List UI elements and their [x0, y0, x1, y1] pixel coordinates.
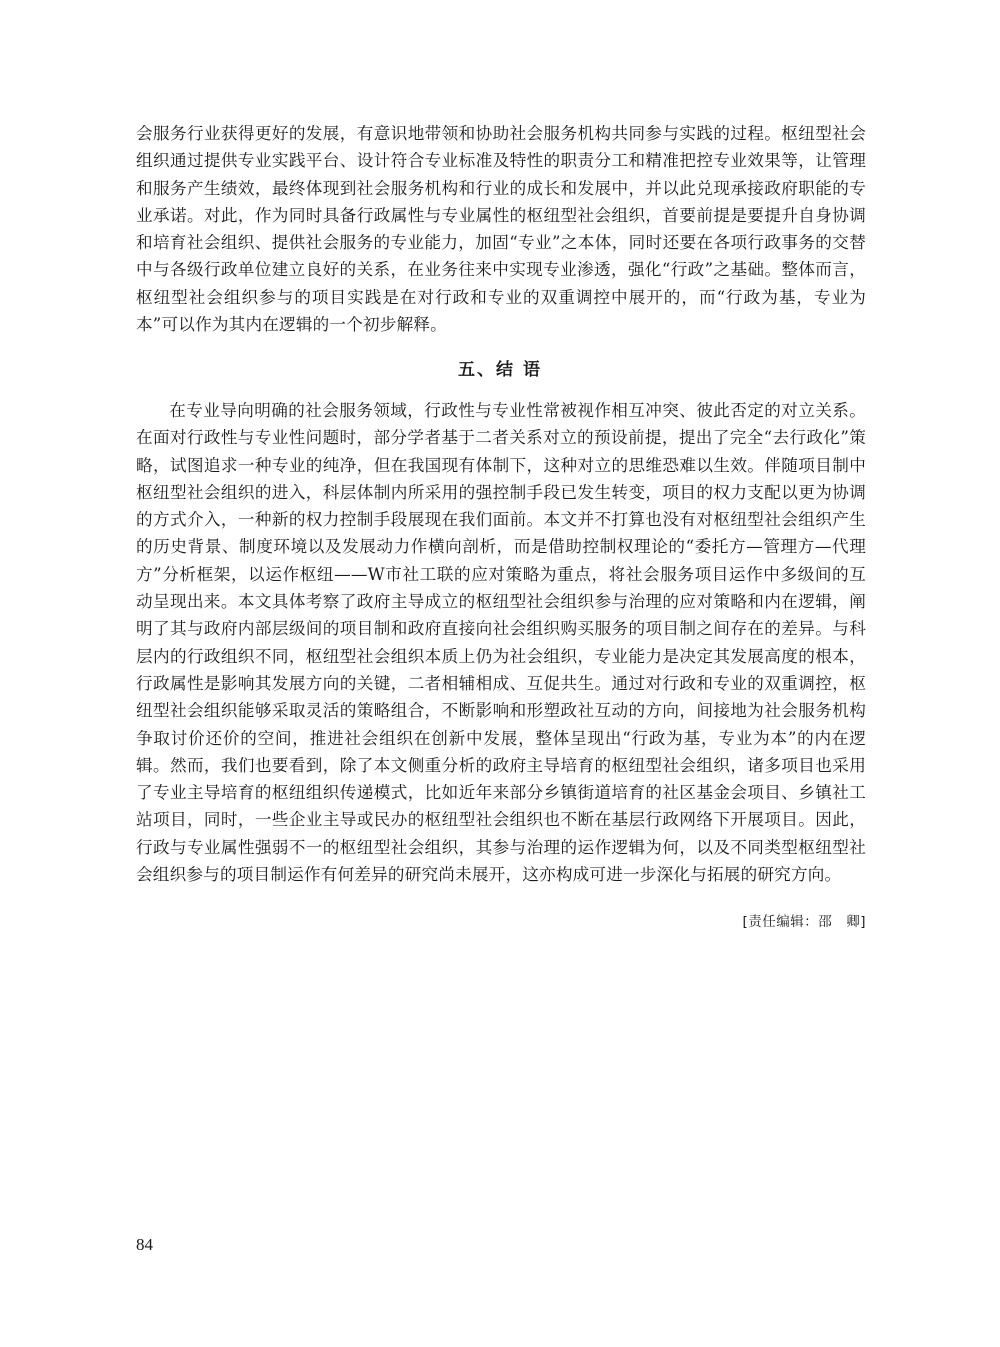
- page-number: 84: [136, 1235, 153, 1254]
- editor-credit: [责任编辑：邵 卿]: [742, 914, 866, 930]
- section-heading: 五、结 语: [458, 360, 542, 380]
- body-paragraph-conclusion: 在专业导向明确的社会服务领域，行政性与专业性常被视作相互冲突、彼此否定的对立关系。在面对行政性与专业性问题时，部分学者基于二者关系对立的预设前提，提出了完全“去行政化”策略，试图追求一种专业的纯净，但在我国现有体制下，这种对立的思维恐难以生效。伴随项目制中枢纽型社会组织的进入，科层体制内所采用的强控制手段已发生转变，项目的权力支配以更为协调的方式介入，一种新的权力控制手段展现在我们面前。本文并不打算也没有对枢纽型社会组织产生的历史背景、制度环境以及发展动力作横向剖析，而是借助控制权理论的“委托方—管理方—代理方”分析框架，以运作枢纽——W市社工联的应对策略为重点，将社会服务项目运作中多级间的互动呈现出来。本文具体考察了政府主导成立的枢纽型社会组织参与治理的应对策略和内在逻辑，阐明了其与政府内部层级间的项目制和政府直接向社会组织购买服务的项目制之间存在的差异。与科层内的行政组织不同，枢纽型社会组织本质上仍为社会组织，专业能力是决定其发展高度的根本，行政属性是影响其发展方向的关键，二者相辅相成、互促共生。通过对行政和专业的双重调控，枢纽型社会组织能够采取灵活的策略组合，不断影响和形塑政社互动的方向，间接地为社会服务机构争取讨价还价的空间，推进社会组织在创新中发展，整体呈现出“行政为基，专业为本”的内在逻辑。然而，我们也要看到，除了本文侧重分析的政府主导培育的枢纽型社会组织，诸多项目也采用了专业主导培育的枢纽组织传递模式，比如近年来部分乡镇街道培育的社区基金会项目、乡镇社工站项目，同时，一些企业主导或民办的枢纽型社会组织也不断在基层行政网络下开展项目。因此，行政与专业属性强弱不一的枢纽型社会组织，其参与治理的运作逻辑为何，以及不同类型枢纽型社会组织参与的项目制运作有何差异的研究尚未展开，这亦构成可进一步深化与拓展的研究方向。: [136, 401, 866, 885]
- body-paragraph-continuation: 会服务行业获得更好的发展，有意识地带领和协助社会服务机构共同参与实践的过程。枢纽型社会组织通过提供专业实践平台、设计符合专业标准及特性的职责分工和精准把控专业效果等，让管理和服务产生绩效，最终体现到社会服务机构和行业的成长和发展中，并以此兑现承接政府职能的专业承诺。对此，作为同时具备行政属性与专业属性的枢纽型社会组织，首要前提是要提升自身协调和培育社会组织、提供社会服务的专业能力，加固“专业”之本体，同时还要在各项行政事务的交替中与各级行政单位建立良好的关系，在业务往来中实现专业渗透，强化“行政”之基础。整体而言，枢纽型社会组织参与的项目实践是在对行政和专业的双重调控中展开的，而“行政为基，专业为本”可以作为其内在逻辑的一个初步解释。: [136, 124, 866, 335]
